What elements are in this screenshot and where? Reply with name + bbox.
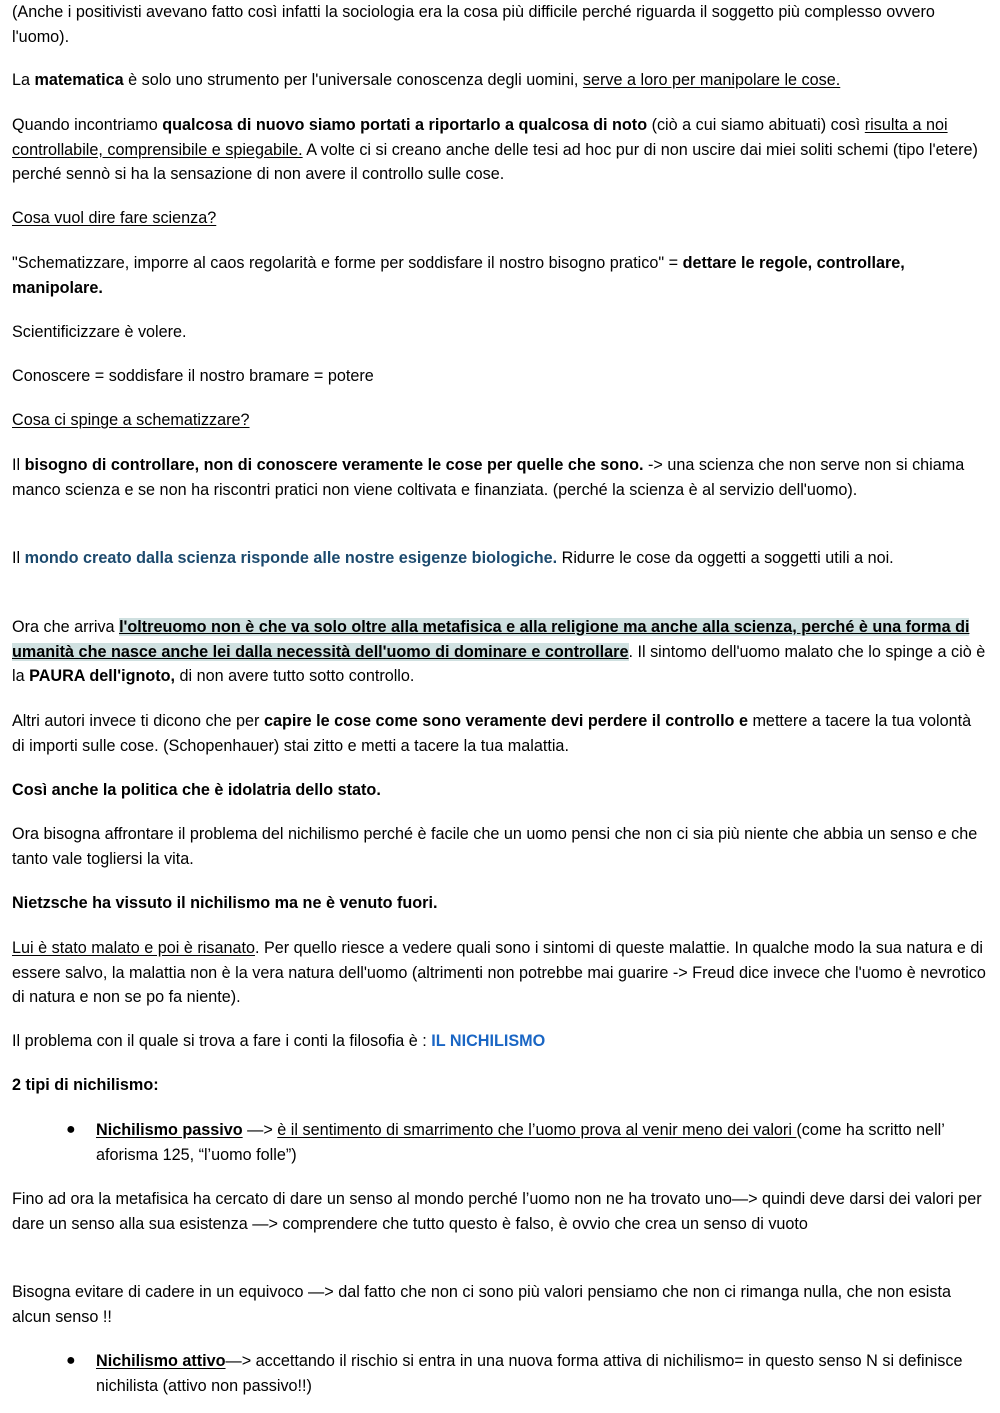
paragraph-nichilismo-problema — [12, 822, 987, 871]
paragraph-il-nichilismo — [12, 1029, 987, 1054]
paragraph-altri-autori — [12, 709, 987, 758]
text: Bisogna evitare di cadere in un equivoco —> dal fatto che non ci sono più valori pensiamo che non ci rimanga nulla, che non esista alcun senso !! — [12, 1283, 952, 1326]
text: Conoscere = soddisfare il nostro bramare = potere — [12, 367, 374, 385]
paragraph-qualcosa-di-nuovo — [12, 113, 987, 187]
text: di non avere tutto sotto controllo. — [175, 667, 415, 685]
text: "Schematizzare, imporre al caos regolarità e forme per soddisfare il nostro bisogno pratico" = — [12, 254, 683, 272]
underlined-question: Cosa vuol dire fare scienza? — [12, 209, 217, 227]
underlined-text: Lui è stato malato e poi è risanato — [12, 939, 255, 957]
blue-bold-text: mondo creato dalla scienza risponde alle nostre esigenze biologiche. — [24, 549, 558, 567]
underlined-text: risulta a noi controllabile, comprensibile e spiegabile. — [12, 116, 948, 159]
paragraph-equivoco — [12, 1280, 987, 1329]
paragraph-metafisica — [12, 1187, 987, 1236]
text: Altri autori invece ti dicono che per — [12, 712, 264, 730]
paragraph-matematica — [12, 68, 987, 93]
bullet-icon: ● — [66, 1121, 76, 1138]
underlined-text: serve a loro per manipolare le cose. — [582, 71, 841, 89]
text: —> accettando il rischio si entra in una nuova forma attiva di nichilismo= in questo senso N si definisce nichilista (attivo non passivo!!) — [96, 1352, 963, 1395]
text: —> — [242, 1121, 278, 1139]
text: La — [12, 71, 35, 89]
text: Il problema con il quale si trova a fare i conti la filosofia è : — [12, 1032, 432, 1050]
paragraph-text: (Anche i positivisti avevano fatto così infatti la sociologia era la cosa più difficile perché riguarda il soggetto più complesso ovvero l'uomo). — [12, 3, 935, 46]
blue-bold-text: IL NICHILISMO — [431, 1032, 546, 1050]
heading-cosa-ci-spinge — [12, 408, 987, 433]
underlined-question: Cosa ci spinge a schematizzare? — [12, 411, 250, 429]
bold-underlined-text: Nichilismo attivo — [96, 1352, 226, 1370]
text: Quando incontriamo — [12, 116, 163, 134]
bold-text: capire le cose come sono veramente devi perdere il controllo e — [263, 712, 748, 730]
bold-text: PAURA dell'ignoto, — [29, 667, 176, 685]
list-item-nichilismo-attivo — [96, 1349, 981, 1398]
paragraph-politica — [12, 778, 987, 803]
paragraph-conoscere — [12, 364, 987, 389]
text: Il — [12, 456, 25, 474]
text: A volte ci si creano anche delle tesi ad hoc pur di non uscire dai miei soliti schemi (tipo l'etere) perché sennò si ha la sensazione di non avere il controllo sulle cose. — [12, 140, 978, 183]
bold-text: matematica — [34, 71, 124, 89]
paragraph-nietzsche — [12, 891, 987, 916]
text: mettere a tacere la tua volontà di importi sulle cose. (Schopenhauer) stai zitto e metti a tacere la tua malattia. — [12, 712, 972, 755]
text: Ora bisogna affrontare il problema del nichilismo perché è facile che un uomo pensi che non ci sia più niente che abbia un senso e che tanto vale togliersi la vita. — [12, 825, 978, 868]
paragraph-malato-risanato — [12, 936, 987, 1010]
text: . Il sintomo dell'uomo malato che lo spinge a ciò è la — [12, 642, 986, 685]
bold-text: 2 tipi di nichilismo: — [12, 1076, 159, 1094]
bullet-icon: ● — [66, 1352, 76, 1369]
highlighted-text: l'oltreuomo non è che va solo oltre alla metafisica e alla religione ma anche alla scienza, perché è una forma di umanità che nasce anche lei dalla necessità dell'uomo di dominare e controllare — [12, 618, 970, 661]
heading-fare-scienza — [12, 206, 987, 231]
text: Ridurre le cose da oggetti a soggetti utili a noi. — [557, 549, 894, 567]
paragraph-oltreuomo — [12, 615, 987, 689]
text: (come ha scritto nell’ aforisma 125, “l’uomo folle”) — [96, 1121, 945, 1164]
text: Fino ad ora la metafisica ha cercato di dare un senso al mondo perché l’uomo non ne ha trovato uno—> quindi deve darsi dei valori per dare un senso alla sua esistenza —> comprendere che tutto questo è falso, è ovvio che crea un senso di vuoto — [12, 1190, 982, 1233]
paragraph-schematizzare — [12, 251, 987, 300]
paragraph-scientificizzare — [12, 320, 987, 345]
paragraph-due-tipi — [12, 1073, 987, 1098]
bold-text: qualcosa di nuovo siamo portati a riportarlo a qualcosa di noto — [162, 116, 648, 134]
bold-text: Così anche la politica che è idolatria dello stato. — [12, 781, 381, 799]
text: Il — [12, 549, 25, 567]
bold-text: Nietzsche ha vissuto il nichilismo ma ne è venuto fuori. — [12, 894, 438, 912]
text: -> una scienza che non serve non si chiama manco scienza e se non ha riscontri pratici non viene coltivata e finanziata. (perché la scienza è al servizio dell'uomo). — [12, 456, 965, 499]
underlined-text: è il sentimento di smarrimento che l’uomo prova al venir meno dei valori — [277, 1121, 797, 1139]
paragraph-mondo-creato — [12, 546, 987, 571]
text: Ora che arriva — [12, 618, 120, 636]
bold-underlined-text: Nichilismo passivo — [96, 1121, 243, 1139]
text: è solo uno strumento per l'universale conoscenza degli uomini, — [123, 71, 583, 89]
bold-text: dettare le regole, controllare, manipolare. — [12, 254, 905, 297]
text: . Per quello riesce a vedere quali sono i sintomi di queste malattie. In qualche modo la sua natura e di essere salvo, la malattia non è la vera natura dell'uomo (altrimenti non potrebbe mai guarire -> Freud dice invece che l'uomo è nevrotico di natura e non se po fa niente). — [12, 939, 986, 1006]
bold-text: bisogno di controllare, non di conoscere veramente le cose per quelle che sono. — [24, 456, 644, 474]
paragraph-bisogno-di-controllare — [12, 453, 987, 502]
text: Scientificizzare è volere. — [12, 323, 187, 341]
paragraph-positivisti — [12, 0, 987, 49]
text: (ciò a cui siamo abituati) così — [647, 116, 865, 134]
list-item-nichilismo-passivo — [96, 1118, 981, 1167]
